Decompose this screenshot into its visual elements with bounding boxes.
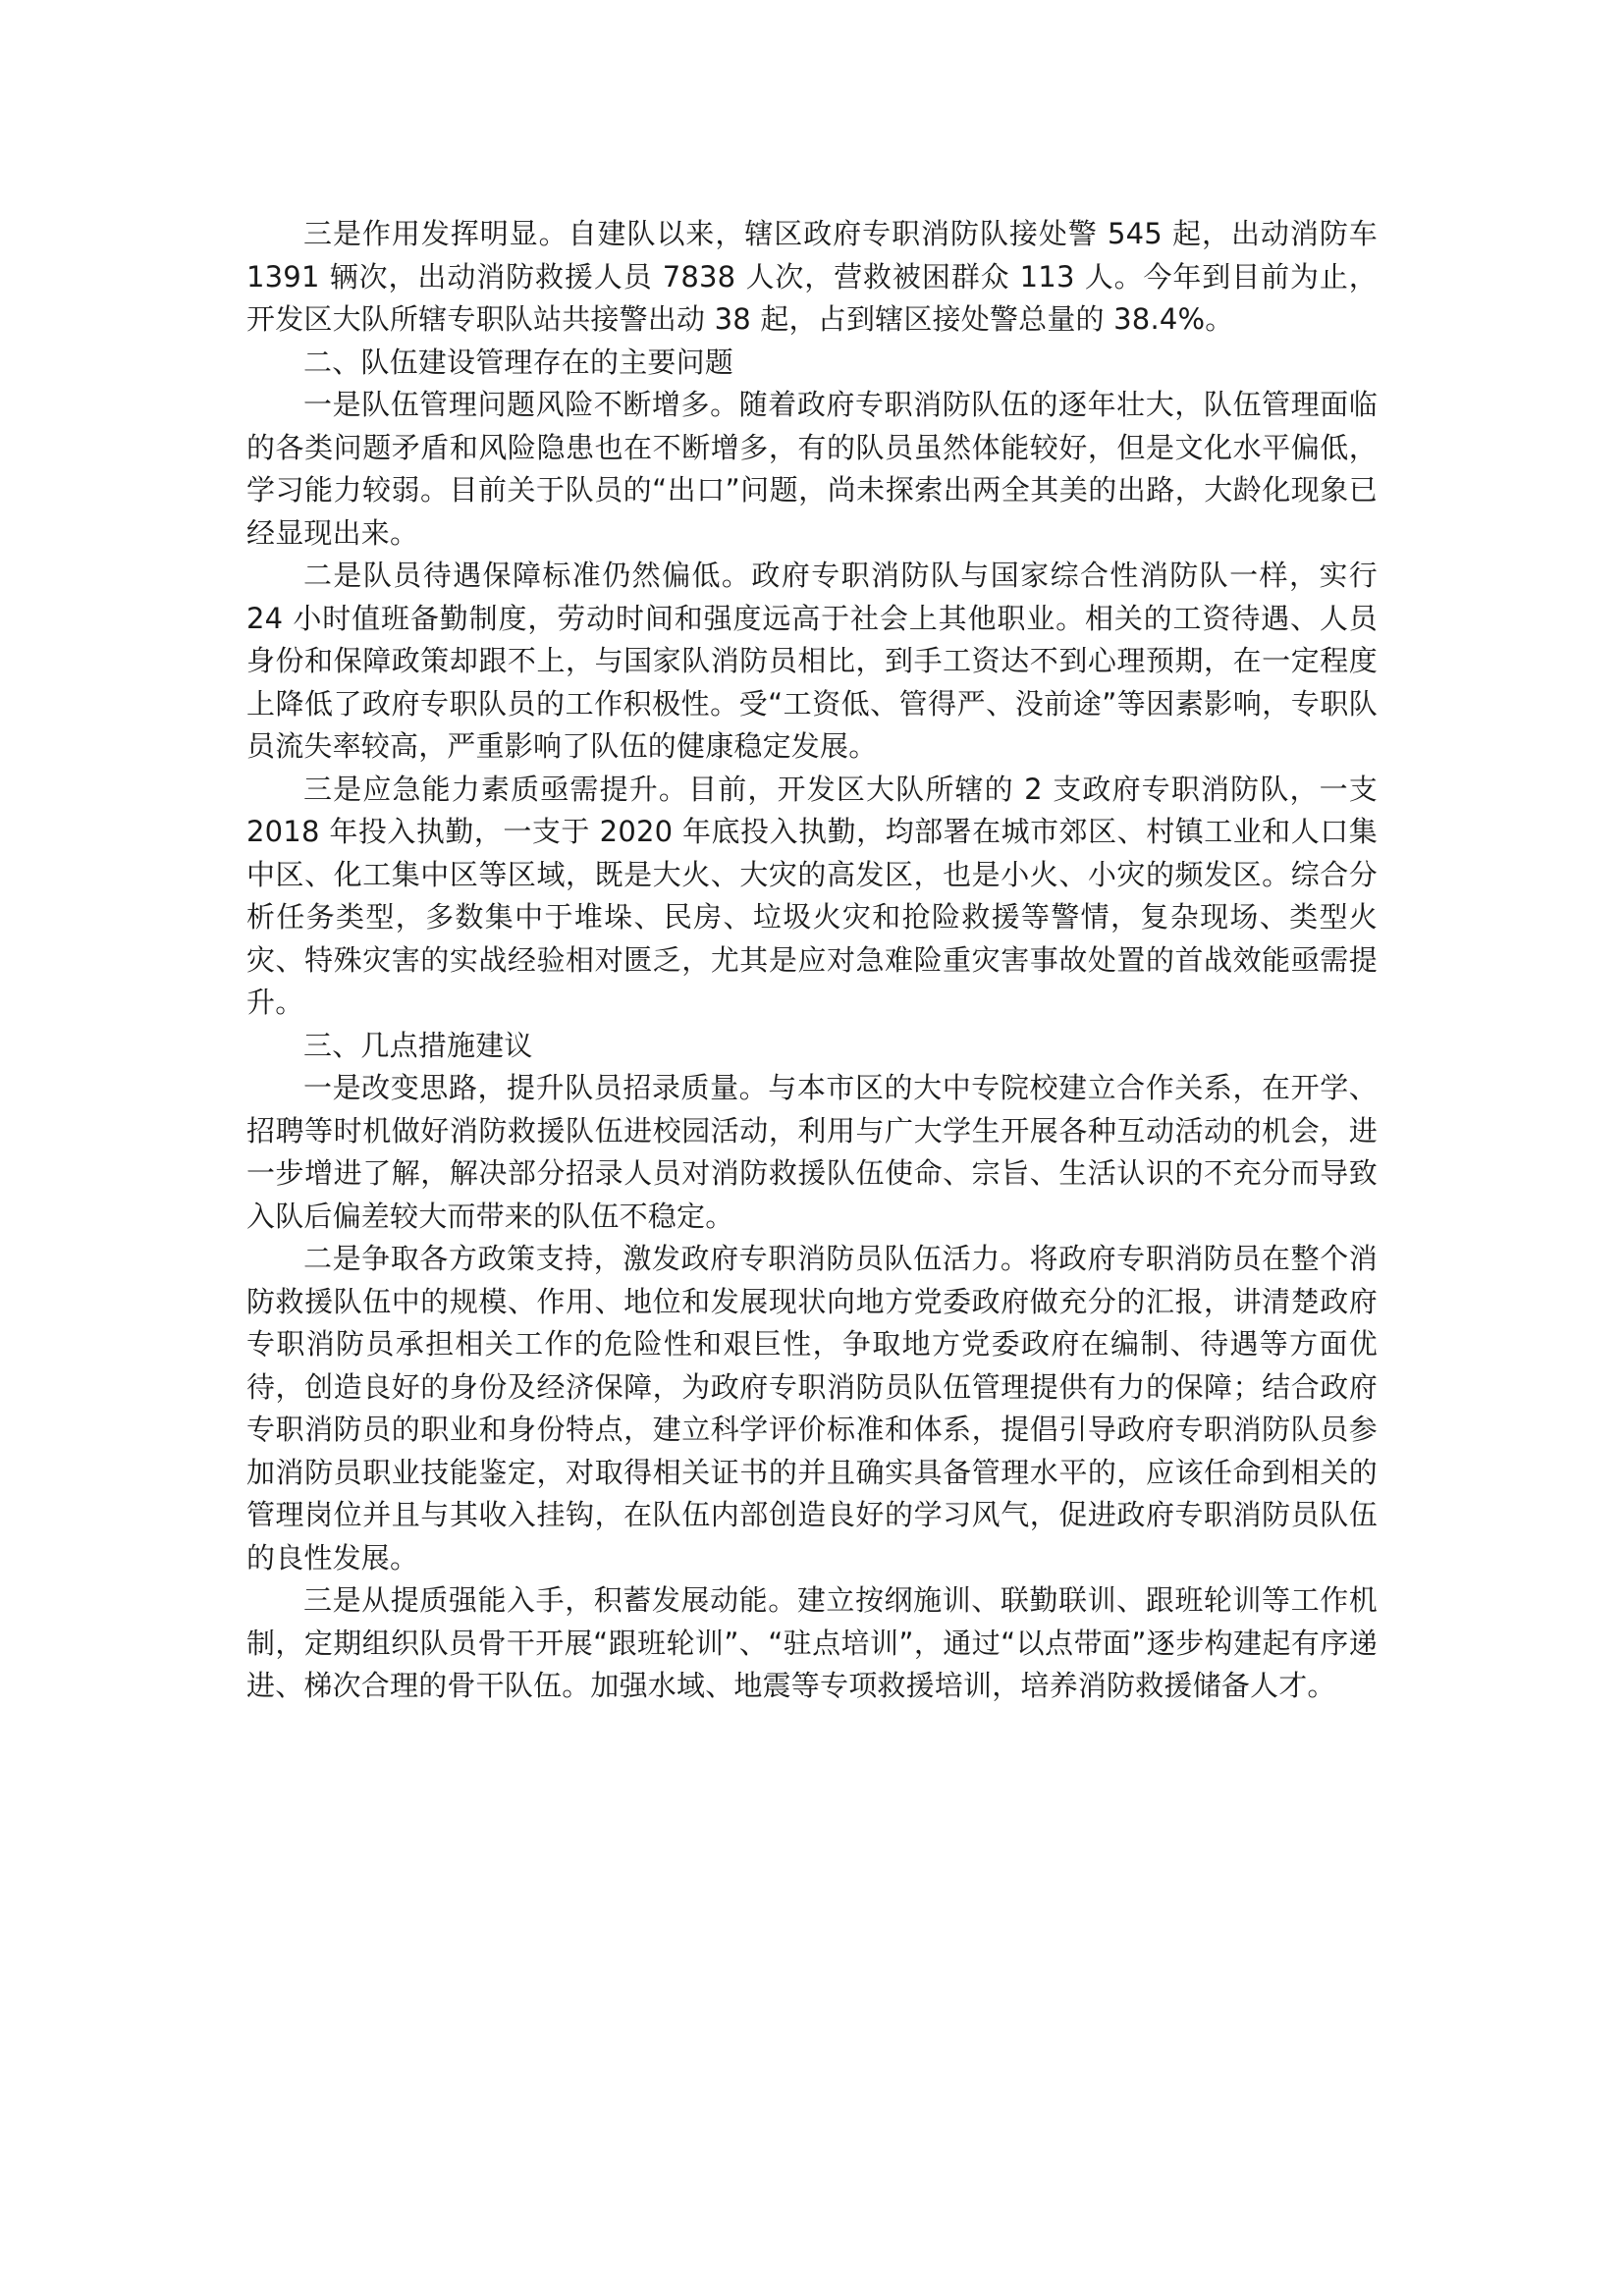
document-body <box>246 213 1378 1708</box>
paragraph-policy-support: 二是争取各方政策支持，激发政府专职消防员队伍活力。将政府专职消防员在整个消防救援队伍中的规模、作用、地位和发展现状向地方党委政府做充分的汇报，讲清楚政府专职消防员承担相关工作的危险性和艰巨性，争取地方党委政府在编制、待遇等方面优待，创造良好的身份及经济保障，为政府专职消防员队伍管理提供有力的保障；结合政府专职消防员的职业和身份特点，建立科学评价标准和体系，提倡引导政府专职消防队员参加消防员职业技能鉴定，对取得相关证书的并且确实具备管理水平的，应该任命到相关的管理岗位并且与其收入挂钩，在队伍内部创造良好的学习风气，促进政府专职消防员队伍的良性发展。 <box>246 1242 1378 1575</box>
paragraph-management-risk: 一是队伍管理问题风险不断增多。随着政府专职消防队伍的逐年壮大，队伍管理面临的各类问题矛盾和风险隐患也在不断增多，有的队员虽然体能较好，但是文化水平偏低，学习能力较弱。目前关于队员的“出口”问题，尚未探索出两全其美的出路，大龄化现象已经显现出来。 <box>246 388 1378 550</box>
paragraph-treatment-low: 二是队员待遇保障标准仍然偏低。政府专职消防队与国家综合性消防队一样，实行 24 小时值班备勤制度，劳动时间和强度远高于社会上其他职业。相关的工资待遇、人员身份和保障政策却跟不上，与国家队消防员相比，到手工资达不到心理预期，在一定程度上降低了政府专职队员的工作积极性。受“工资低、管得严、没前途”等因素影响，专职队员流失率较高，严重影响了队伍的健康稳定发展。 <box>246 559 1378 763</box>
paragraph-training-development: 三是从提质强能入手，积蓄发展动能。建立按纲施训、联勤联训、跟班轮训等工作机制，定期组织队员骨干开展“跟班轮训”、“驻点培训”，通过“以点带面”逐步构建起有序递进、梯次合理的骨干队伍。加强水域、地震等专项救援培训，培养消防救援储备人才。 <box>246 1583 1378 1702</box>
paragraph-role-result: 三是作用发挥明显。自建队以来，辖区政府专职消防队接处警 545 起，出动消防车 1391 辆次，出动消防救援人员 7838 人次，营救被困群众 113 人。今年到目前为止，开发区大队所辖专职队站共接警出动 38 起，占到辖区接处警总量的 38.4%。 <box>246 217 1379 336</box>
paragraph-recruitment-quality: 一是改变思路，提升队员招录质量。与本市区的大中专院校建立合作关系，在开学、招聘等时机做好消防救援队伍进校园活动，利用与广大学生开展各种互动活动的机会，进一步增进了解，解决部分招录人员对消防救援队伍使命、宗旨、生活认识的不充分而导致入队后偏差较大而带来的队伍不稳定。 <box>246 1071 1378 1233</box>
section-heading-problems: 二、队伍建设管理存在的主要问题 <box>303 345 734 379</box>
paragraph-capability-improvement: 三是应急能力素质亟需提升。目前，开发区大队所辖的 2 支政府专职消防队，一支 2018 年投入执勤，一支于 2020 年底投入执勤，均部署在城市郊区、村镇工业和人口集中区、化工集中区等区域，既是大火、大灾的高发区，也是小火、小灾的频发区。综合分析任务类型，多数集中于堆垛、民房、垃圾火灾和抢险救援等警情，复杂现场、类型火灾、特殊灾害的实战经验相对匮乏，尤其是应对急难险重灾害事故处置的首战效能亟需提升。 <box>246 772 1378 1019</box>
section-heading-suggestions: 三、几点措施建议 <box>303 1028 533 1062</box>
